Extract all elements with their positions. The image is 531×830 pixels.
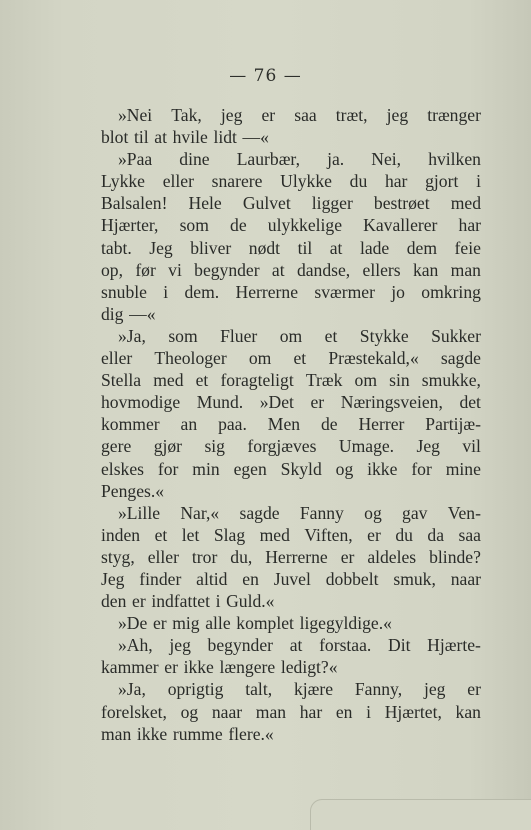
text-line: dig —« bbox=[101, 303, 156, 324]
text-line: op, før vi begynder at dandse, ellers kan man bbox=[101, 259, 481, 280]
text-line: den er indfattet i Guld.« bbox=[101, 591, 275, 612]
text-line: Hjærter, som de ulykkelige Kavallerer har bbox=[101, 215, 481, 236]
text-line: Penges.« bbox=[101, 480, 165, 501]
text-line: tabt. Jeg bliver nødt til at lade dem feie bbox=[101, 237, 481, 258]
text-line: man ikke rumme flere.« bbox=[101, 723, 274, 744]
text-line: eller Theologer om et Præstekald,« sagde bbox=[101, 348, 481, 369]
text-line: snuble i dem. Herrerne sværmer jo omkring bbox=[101, 281, 481, 302]
text-line: kommer an paa. Men de Herrer Partijæ- bbox=[101, 414, 481, 435]
text-line: Balsalen! Hele Gulvet ligger bestrøet med bbox=[101, 193, 481, 214]
text-line: Jeg finder altid en Juvel dobbelt smuk, naar bbox=[101, 568, 481, 589]
text-line: forelsket, og naar man har en i Hjærtet, kan bbox=[101, 701, 481, 722]
text-line: »De er mig alle komplet ligegyldige.« bbox=[118, 613, 392, 634]
text-line: Lykke eller snarere Ulykke du har gjort i bbox=[101, 171, 481, 192]
text-line: »Ja, som Fluer om et Stykke Sukker bbox=[118, 325, 481, 346]
text-line: Stella med et foragteligt Træk om sin smukke, bbox=[101, 370, 481, 391]
text-line: »Paa dine Laurbær, ja. Nei, hvilken bbox=[118, 149, 481, 170]
page-edge bbox=[310, 799, 531, 830]
text-line: »Ah, jeg begynder at forstaa. Dit Hjærte- bbox=[118, 635, 481, 656]
text-line: hovmodige Mund. »Det er Næringsveien, det bbox=[101, 392, 481, 413]
text-line: styg, eller tror du, Herrerne er aldeles blinde? bbox=[101, 546, 481, 567]
body-text bbox=[101, 104, 481, 745]
text-line: blot til at hvile lidt —« bbox=[101, 127, 269, 148]
text-line: elskes for min egen Skyld og ikke for mine bbox=[101, 458, 481, 479]
page-number: — 76 — bbox=[229, 66, 302, 86]
text-line: »Ja, oprigtig talt, kjære Fanny, jeg er bbox=[118, 679, 481, 700]
text-line: »Lille Nar,« sagde Fanny og gav Ven- bbox=[118, 502, 481, 523]
text-line: inden et let Slag med Viften, er du da saa bbox=[101, 524, 481, 545]
text-line: kammer er ikke længere ledigt?« bbox=[101, 657, 338, 678]
text-line: gere gjør sig forgjæves Umage. Jeg vil bbox=[101, 436, 481, 457]
text-line: »Nei Tak, jeg er saa træt, jeg trænger bbox=[118, 105, 481, 125]
